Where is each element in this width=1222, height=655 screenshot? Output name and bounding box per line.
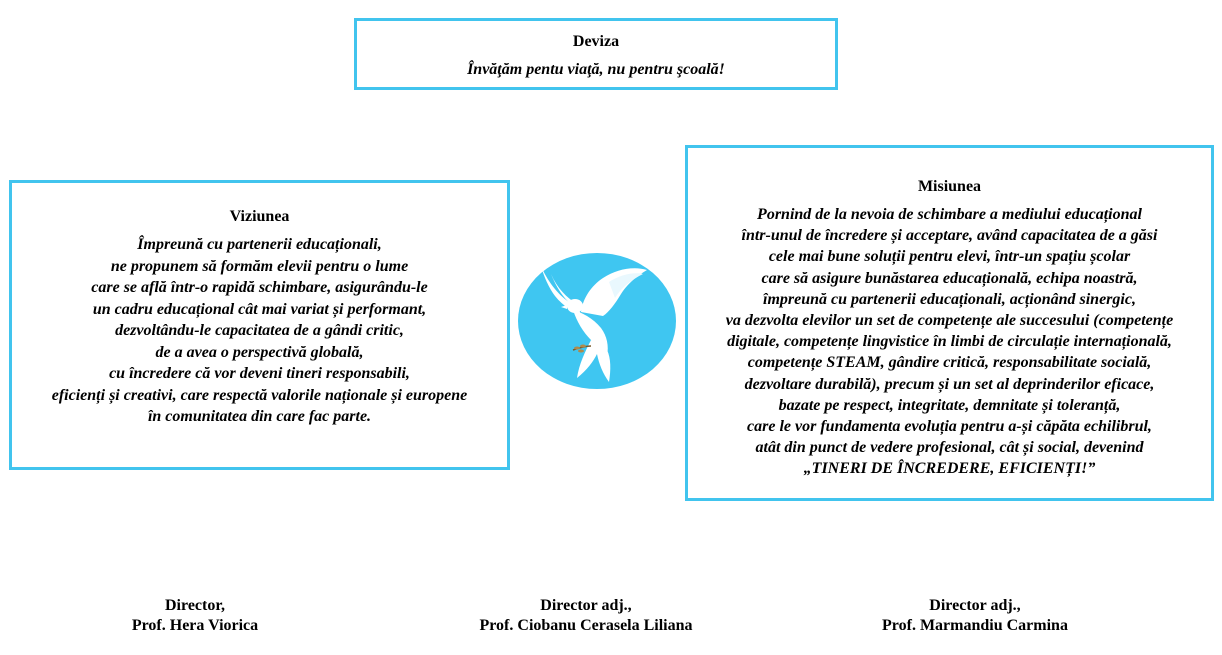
vision-box bbox=[9, 180, 510, 470]
vision-line: un cadru educațional cât mai variat și performant, bbox=[92, 300, 427, 318]
mission-title: Misiunea bbox=[917, 178, 982, 195]
mission-line: va dezvolta elevilor un set de competențe ale succesului (competențe bbox=[725, 312, 1174, 330]
logo-circle bbox=[518, 253, 676, 389]
signature-deputy-director-1 bbox=[436, 596, 736, 636]
signature-name: Prof. Hera Viorica bbox=[131, 617, 259, 634]
vision-line: eficienți și creativi, care respectă valorile naționale și europene bbox=[51, 386, 468, 404]
motto-box bbox=[354, 18, 838, 90]
motto-title: Deviza bbox=[572, 33, 620, 50]
mission-line: cele mai bune soluții pentru elevi, într-un spațiu școlar bbox=[768, 248, 1131, 266]
mission-box bbox=[685, 145, 1214, 501]
signature-deputy-director-2 bbox=[840, 596, 1110, 636]
vision-line: în comunitatea din care fac parte. bbox=[147, 408, 372, 425]
vision-line: Împreună cu partenerii educaționali, bbox=[137, 236, 382, 253]
mission-line: „TINERI DE ÎNCREDERE, EFICIENȚI!” bbox=[803, 460, 1096, 478]
vision-line: dezvoltându-le capacitatea de a gândi critic, bbox=[115, 322, 404, 339]
vision-title: Viziunea bbox=[229, 208, 290, 225]
vision-line: care se află într-o rapidă schimbare, asigurându-le bbox=[91, 279, 428, 296]
mission-line: dezvoltare durabilă), precum și un set al deprinderilor eficace, bbox=[744, 375, 1155, 393]
vision-line: ne propunem să formăm elevii pentru o lume bbox=[110, 257, 409, 275]
motto-text: Învăţăm pentu viaţă, nu pentru şcoală! bbox=[467, 61, 725, 78]
signature-role: Director adj., bbox=[929, 597, 1021, 614]
signature-name: Prof. Ciobanu Cerasela Liliana bbox=[479, 617, 693, 634]
signature-director bbox=[95, 596, 295, 636]
mission-line: care le vor fundamenta evoluția pentru a-și căpăta echilibrul, bbox=[747, 418, 1152, 436]
mission-line: împreună cu partenerii educaționali, acționând sinergic, bbox=[763, 290, 1136, 308]
mission-line: atât din punct de vedere profesional, cât și social, devenind bbox=[755, 439, 1144, 457]
mission-line: digitale, competențe lingvistice în limbi de circulație internațională, bbox=[727, 333, 1172, 351]
mission-line: care să asigure bunăstarea educațională, echipa noastră, bbox=[761, 269, 1138, 287]
mission-line: competențe STEAM, gândire critică, responsabilitate socială, bbox=[747, 354, 1152, 372]
signature-role: Director, bbox=[165, 597, 225, 614]
vision-line: de a avea o perspectivă globală, bbox=[155, 343, 364, 361]
mission-line: bazate pe respect, integritate, demnitate și toleranță, bbox=[778, 396, 1121, 414]
dove-icon bbox=[517, 252, 677, 390]
mission-line: într-unul de încredere și acceptare, având capacitatea de a găsi bbox=[741, 227, 1158, 245]
vision-line: cu încredere că vor deveni tineri responsabili, bbox=[109, 365, 410, 382]
signature-role: Director adj., bbox=[540, 597, 632, 614]
signature-name: Prof. Marmandiu Carmina bbox=[882, 617, 1068, 634]
mission-line: Pornind de la nevoia de schimbare a mediului educațional bbox=[757, 206, 1142, 223]
